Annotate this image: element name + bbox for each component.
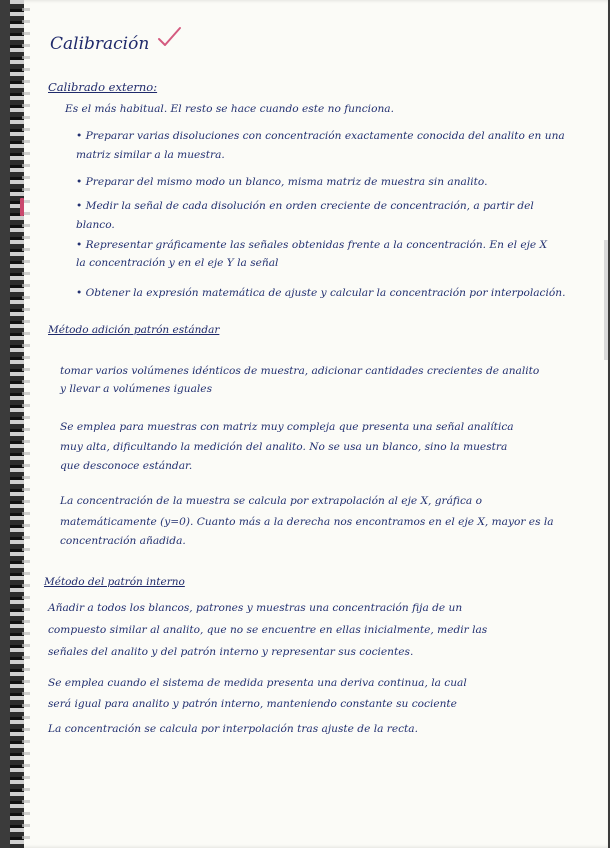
text-line: matemáticamente (y=0). Cuanto más a la derecha nos encontramos en el eje X, mayor es la bbox=[60, 516, 554, 528]
text-line: compuesto similar al analito, que no se encuentre en ellas inicialmente, medir las bbox=[48, 624, 488, 636]
margin-mark bbox=[20, 198, 24, 216]
text-line: La concentración se calcula por interpolación tras ajuste de la recta. bbox=[48, 723, 418, 735]
notebook-page bbox=[10, 0, 608, 848]
bullet-item: • Medir la señal de cada disolución en orden creciente de concentración, a partir del bbox=[76, 201, 534, 212]
text-line: señales del analito y del patrón interno y representar sus cocientes. bbox=[48, 646, 414, 658]
bullet-item: • Preparar del mismo modo un blanco, misma matriz de muestra sin analito. bbox=[76, 177, 487, 188]
section-heading-adicion: Método adición patrón estándar bbox=[48, 324, 220, 336]
text-line: La concentración de la muestra se calcula por extrapolación al eje X, gráfica o bbox=[60, 495, 482, 507]
text-line: Se emplea para muestras con matriz muy compleja que presenta una señal analítica bbox=[60, 421, 514, 433]
text-line: concentración añadida. bbox=[60, 535, 186, 547]
text-line: que desconoce estándar. bbox=[60, 460, 193, 472]
section-heading-interno: Método del patrón interno bbox=[44, 576, 185, 588]
section-heading-externo: Calibrado externo: bbox=[48, 80, 158, 94]
text-line: y llevar a volúmenes iguales bbox=[60, 383, 213, 395]
checkmark-icon bbox=[156, 24, 184, 52]
text-line: la concentración y en el eje Y la señal bbox=[76, 257, 279, 269]
page-title: Calibración bbox=[50, 34, 150, 54]
text-line: Añadir a todos los blancos, patrones y muestras una concentración fija de un bbox=[48, 602, 463, 614]
text-line: blanco. bbox=[76, 219, 115, 231]
bullet-item: • Representar gráficamente las señales obtenidas frente a la concentración. En el eje X bbox=[76, 240, 547, 251]
page-edge-tab bbox=[604, 240, 608, 360]
text-line: muy alta, dificultando la medición del analito. No se usa un blanco, sino la muestra bbox=[60, 441, 508, 453]
text-line: matriz similar a la muestra. bbox=[76, 149, 225, 161]
text-line: Es el más habitual. El resto se hace cuando este no funciona. bbox=[65, 103, 394, 115]
text-line: será igual para analito y patrón interno, manteniendo constante su cociente bbox=[48, 698, 457, 710]
bullet-item: • Obtener la expresión matemática de ajuste y calcular la concentración por interpolación. bbox=[76, 288, 565, 299]
text-line: tomar varios volúmenes idénticos de muestra, adicionar cantidades crecientes de analito bbox=[60, 365, 540, 377]
bullet-item: • Preparar varias disoluciones con concentración exactamente conocida del analito en una bbox=[76, 131, 565, 142]
binding-holes bbox=[22, 0, 30, 848]
text-line: Se emplea cuando el sistema de medida presenta una deriva continua, la cual bbox=[48, 677, 467, 689]
